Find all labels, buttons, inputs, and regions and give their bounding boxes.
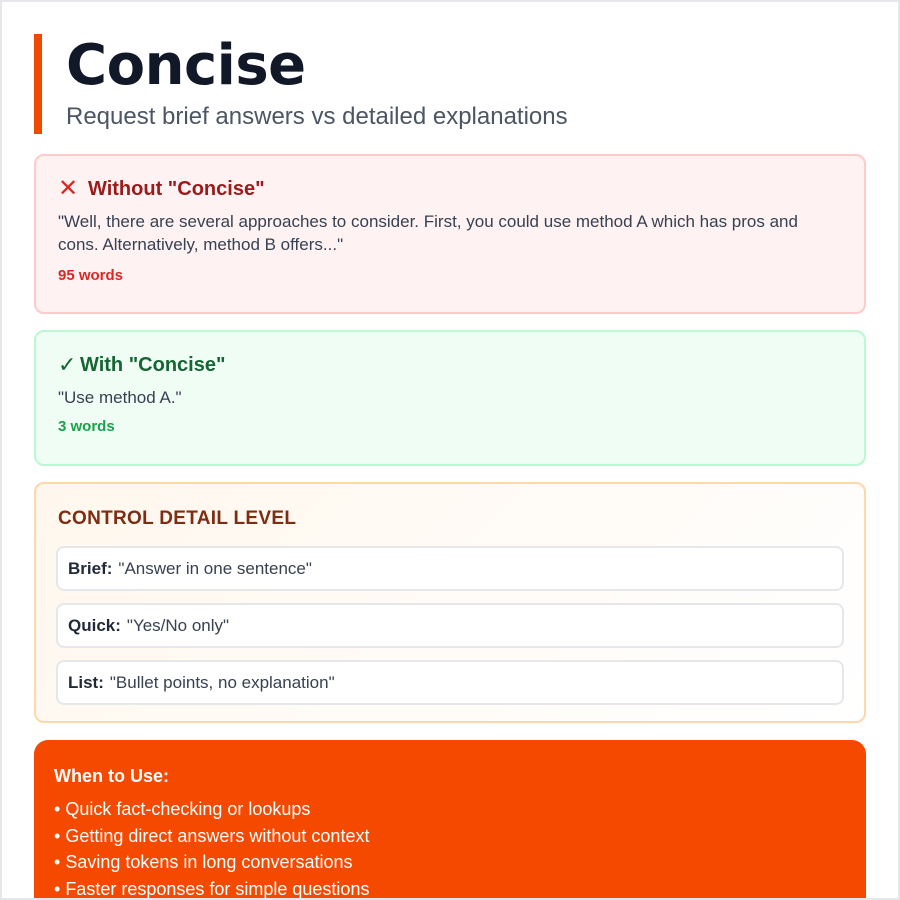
when-to-use-list	[54, 796, 846, 900]
detail-row-text: "Answer in one sentence"	[118, 558, 312, 578]
detail-row-text: "Bullet points, no explanation"	[109, 672, 335, 692]
with-concise-heading	[58, 352, 842, 378]
control-detail-heading: CONTROL DETAIL LEVEL	[58, 508, 297, 529]
page-subtitle: Request brief answers vs detailed explanations	[66, 103, 568, 130]
checkmark-icon: ✓	[58, 352, 77, 377]
list-item: • Quick fact-checking or lookups	[54, 796, 846, 823]
with-concise-title: With "Concise"	[80, 354, 226, 376]
without-concise-word-count: 95 words	[58, 267, 124, 284]
without-concise-card	[34, 154, 866, 314]
list-item: • Faster responses for simple questions	[54, 876, 846, 900]
without-concise-heading	[58, 176, 842, 202]
list-item: • Getting direct answers without context	[54, 823, 846, 850]
detail-row-label: Brief:	[68, 558, 113, 578]
control-detail-card	[34, 482, 866, 723]
list-item: • Saving tokens in long conversations	[54, 849, 846, 876]
detail-row-label: List:	[68, 672, 104, 692]
page-title: Concise	[66, 33, 306, 98]
detail-row-list	[56, 660, 844, 705]
with-concise-card	[34, 330, 866, 466]
without-concise-title: Without "Concise"	[88, 178, 265, 200]
detail-row-quick	[56, 603, 844, 648]
with-concise-quote: "Use method A."	[58, 388, 182, 407]
x-mark-icon: ✕	[58, 175, 79, 202]
detail-row-label: Quick:	[68, 615, 121, 635]
when-to-use-card	[34, 740, 866, 900]
detail-row-text: "Yes/No only"	[126, 615, 230, 635]
when-to-use-heading: When to Use:	[54, 766, 169, 786]
detail-row-brief	[56, 546, 844, 591]
with-concise-word-count: 3 words	[58, 418, 115, 435]
without-concise-quote: "Well, there are several approaches to consider. First, you could use method A which has pros and cons. Alternatively, method B offers..."	[58, 212, 798, 254]
page-header	[34, 34, 834, 134]
